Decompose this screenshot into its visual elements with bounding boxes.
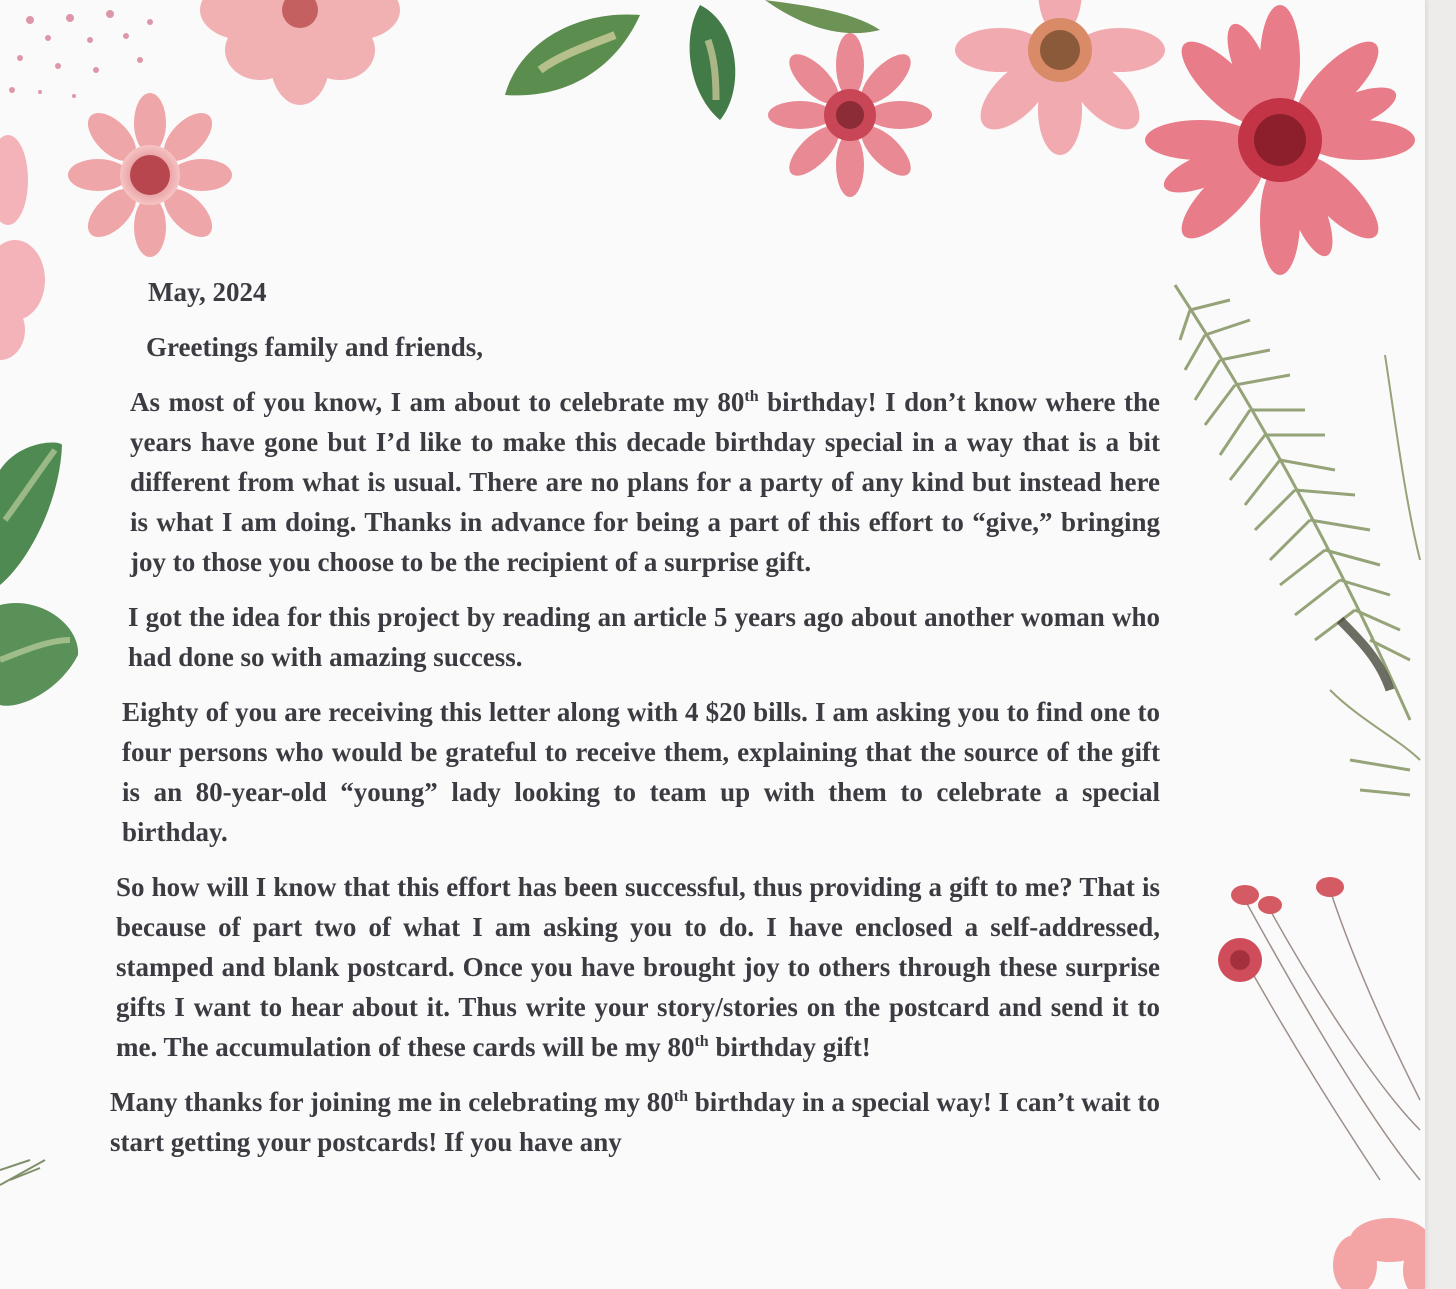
- paragraph-4-text-a: So how will I know that this effort has been successful, thus providing a gift to me? That is because of part two of what I am asking you to do. I have enclosed a self-addressed, stamped and blank postcard. Once you have brought joy to others through these surprise gifts I want to hear about it. Thus write your story/stories on the postcard and send it to me. The accumulation of these cards will be my 80: [116, 872, 1160, 1062]
- letter-body: [110, 272, 1160, 1177]
- ordinal-suffix: th: [744, 388, 759, 405]
- paragraph-1-text-a: As most of you know, I am about to celebrate my 80: [130, 387, 745, 417]
- babys-breath-sprig: [9, 10, 153, 98]
- paragraph-4-text-b: birthday gift!: [708, 1032, 871, 1062]
- fern-sprig-right: [1175, 285, 1420, 795]
- paragraph-1-text-b: birthday! I don’t know where the years have gone but I’d like to make this decade birthday special in a way that is a bit different from what is usual. There are no plans for a party of any kind but instead here is what I am doing. Thanks in advance for being a part of this effort to “give,” bringing joy to those you choose to be the recipient of a surprise gift.: [130, 387, 1160, 577]
- pink-daisy-top-left: [200, 0, 400, 105]
- paragraph-2: I got the idea for this project by reading an article 5 years ago about another woman who had done so with amazing success.: [128, 602, 1160, 672]
- pink-daisy-top-right-b: [1145, 5, 1415, 275]
- paragraph-5: [110, 1082, 1160, 1162]
- paragraph-4: [116, 867, 1160, 1067]
- ordinal-suffix: th: [694, 1033, 709, 1050]
- pink-daisy-top-center: [768, 33, 932, 197]
- pink-flower-left-edge: [0, 135, 45, 360]
- paragraph-3: Eighty of you are receiving this letter along with 4 $20 bills. I am asking you to find one to four persons who would be grateful to receive them, explaining that the source of the gift is an 80-year-old “young” lady looking to team up with them to celebrate a special birthday.: [122, 697, 1160, 847]
- dried-flowers-right: [1218, 877, 1420, 1180]
- paragraph-1: [130, 382, 1160, 582]
- green-leaves-left: [0, 443, 78, 706]
- ordinal-suffix: th: [673, 1088, 688, 1105]
- dark-seed-pod: [1340, 620, 1390, 690]
- pink-flower-bottom-right: [1333, 1218, 1425, 1289]
- letter-greeting: Greetings family and friends,: [146, 332, 483, 362]
- grass-sprig-bottom-left: [0, 1160, 45, 1185]
- letter-date: May, 2024: [148, 277, 267, 307]
- pink-daisy-top-right-a: [955, 0, 1165, 155]
- pink-daisy-left: [68, 93, 232, 257]
- paragraph-5-text-b: birthday in a special way! I can’t wait to start getting your postcards! If you have any: [110, 1087, 1160, 1157]
- paragraph-5-text-a: Many thanks for joining me in celebrating my 80: [110, 1087, 674, 1117]
